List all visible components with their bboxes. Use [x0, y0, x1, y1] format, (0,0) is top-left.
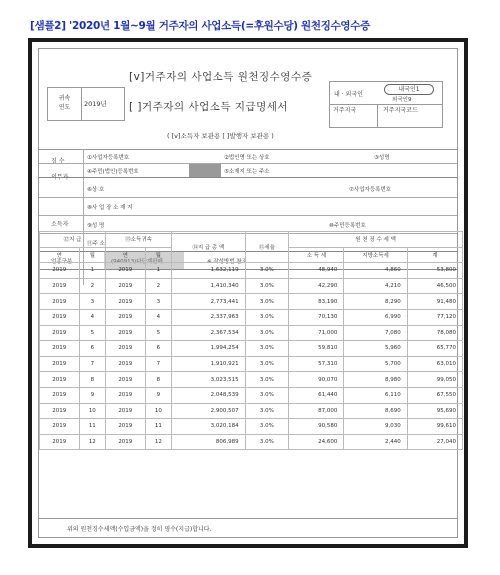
receipt-image-frame: [28, 38, 468, 548]
table-cell: 7: [145, 356, 171, 372]
earner-row-2: [39, 197, 457, 216]
table-cell: 3.0%: [245, 309, 289, 325]
table-cell: 78,080: [407, 325, 462, 341]
table-cell: 2,337,963: [172, 309, 246, 325]
table-cell: 3.0%: [245, 372, 289, 388]
year-label-line2: 연도: [58, 104, 71, 111]
table-row: [40, 403, 463, 419]
sub-income-tax: 소 득 세: [289, 247, 344, 263]
table-cell: 7: [79, 356, 105, 372]
earner-trade-name-label: ⑥상 호: [87, 187, 105, 193]
table-cell: 3.0%: [245, 294, 289, 310]
earner-address-label: ⑪주 소: [87, 241, 105, 247]
table-cell: 90,580: [289, 419, 344, 435]
table-cell: 2019: [40, 263, 80, 279]
table-cell: 2019: [106, 403, 146, 419]
table-row: [40, 325, 463, 341]
table-cell: 2019: [40, 278, 80, 294]
table-cell: 1,410,340: [172, 278, 246, 294]
table-cell: 3: [145, 294, 171, 310]
table-cell: 2019: [106, 372, 146, 388]
table-cell: 53,800: [407, 263, 462, 279]
table-cell: 3.0%: [245, 356, 289, 372]
table-cell: 2: [145, 278, 171, 294]
nationality-other: 외국인9: [392, 97, 412, 103]
table-cell: 8,980: [344, 372, 407, 388]
sub-period-month: 월: [145, 247, 171, 263]
table-cell: 2019: [106, 278, 146, 294]
table-cell: 70,130: [289, 309, 344, 325]
table-cell: 6: [145, 341, 171, 357]
sub-period-year: 연: [106, 247, 146, 263]
table-cell: 2019: [106, 341, 146, 357]
table-cell: 3.0%: [245, 325, 289, 341]
table-cell: 2,367,534: [172, 325, 246, 341]
table-cell: 2019: [106, 419, 146, 435]
page-caption: [샘플2] '2020년 1월~9월 거주자의 사업소득(=후원수당) 원천징수영수증: [30, 20, 370, 32]
col-total-amount: ⑭지 급 총 액: [172, 232, 246, 263]
table-cell: 2,440: [344, 434, 407, 450]
footer-text: 위의 원천징수세액(수입금액)을 정히 영수(지급)합니다.: [67, 526, 212, 533]
table-cell: 3,023,515: [172, 372, 246, 388]
payer-corp-name-label: ②법인명 또는 상호: [224, 155, 270, 161]
payer-row-2: [39, 163, 457, 178]
table-cell: 2019: [106, 263, 146, 279]
residence-country-label: 거주지국: [330, 105, 378, 127]
table-cell: 5: [145, 325, 171, 341]
table-cell: 3,020,184: [172, 419, 246, 435]
document-title-statement: [ ]거주자의 사업소득 지급명세서: [129, 101, 289, 113]
table-cell: 3.0%: [245, 434, 289, 450]
table-row: [40, 263, 463, 279]
table-cell: 57,310: [289, 356, 344, 372]
sub-pay-month: 월: [79, 247, 105, 263]
table-cell: 9: [145, 387, 171, 403]
sub-total-tax: 계: [407, 247, 462, 263]
payer-biz-no-label: ①사업자등록번호: [87, 155, 130, 161]
table-cell: 2019: [106, 325, 146, 341]
payer-name-label: ③성명: [374, 155, 390, 161]
sub-local-tax: 지방소득세: [344, 247, 407, 263]
table-cell: 6,990: [344, 309, 407, 325]
table-row: [40, 372, 463, 388]
table-cell: 4,210: [344, 278, 407, 294]
table-cell: 4: [145, 309, 171, 325]
table-cell: 1: [79, 263, 105, 279]
document-subtitle: ( [v]소득자 보관용 [ ]발행자 보관용 ): [167, 132, 274, 140]
table-cell: 2019: [40, 341, 80, 357]
attribution-year-value: 2019년: [84, 100, 107, 108]
table-cell: 65,770: [407, 341, 462, 357]
table-cell: 2019: [40, 419, 80, 435]
withholding-table: [39, 231, 463, 450]
table-cell: 10: [79, 403, 105, 419]
table-cell: 2019: [40, 372, 80, 388]
col-withholding-tax: 원 천 징 수 세 액: [289, 232, 463, 248]
table-cell: 5: [79, 325, 105, 341]
table-row: [40, 387, 463, 403]
table-cell: 99,610: [407, 419, 462, 435]
nationality-selected: 내국인1: [384, 84, 434, 95]
table-cell: 5,960: [344, 341, 407, 357]
table-cell: 12: [145, 434, 171, 450]
residence-code-label: 거주지국코드: [383, 107, 418, 114]
table-cell: 87,000: [289, 403, 344, 419]
table-cell: 2019: [106, 434, 146, 450]
col-tax-rate: ⑮세율: [245, 232, 289, 263]
table-cell: 77,120: [407, 309, 462, 325]
document-footer: [39, 518, 457, 537]
payer-label-2: 의무자: [51, 174, 69, 181]
table-cell: 27,040: [407, 434, 462, 450]
document-header: [39, 49, 457, 150]
table-cell: 7,080: [344, 325, 407, 341]
payer-row-1: [39, 149, 457, 164]
residence-box: [329, 104, 443, 128]
table-cell: 4: [79, 309, 105, 325]
table-row: [40, 434, 463, 450]
attribution-year-box: [47, 87, 125, 121]
table-cell: 83,190: [289, 294, 344, 310]
table-cell: 2,773,441: [172, 294, 246, 310]
business-type-note: ※ 작성방법 참조: [207, 259, 247, 265]
table-cell: 6,110: [344, 387, 407, 403]
business-type-value: (940913)다단계판매: [111, 259, 163, 265]
business-type-label: 업종구분: [51, 259, 73, 265]
table-cell: 1,994,254: [172, 341, 246, 357]
table-cell: 9,030: [344, 419, 407, 435]
table-body: [40, 263, 463, 450]
table-row: [40, 278, 463, 294]
table-cell: 2019: [106, 387, 146, 403]
table-cell: 90,070: [289, 372, 344, 388]
table-cell: 71,000: [289, 325, 344, 341]
table-cell: 3.0%: [245, 263, 289, 279]
col-pay-date: ⑫지 급: [40, 232, 106, 248]
table-cell: 2: [79, 278, 105, 294]
table-cell: 2019: [40, 356, 80, 372]
table-cell: 11: [79, 419, 105, 435]
table-cell: 8: [79, 372, 105, 388]
table-cell: 63,010: [407, 356, 462, 372]
table-cell: 61,440: [289, 387, 344, 403]
col-income-period: ⑬소득귀속: [106, 232, 172, 248]
table-cell: 67,550: [407, 387, 462, 403]
earner-resident-no-label: ⑩주민등록번호: [329, 223, 366, 229]
table-cell: 2019: [106, 294, 146, 310]
table-cell: 8,290: [344, 294, 407, 310]
earner-row-1: [39, 179, 457, 198]
table-cell: 2019: [40, 309, 80, 325]
table-cell: 99,050: [407, 372, 462, 388]
table-cell: 11: [145, 419, 171, 435]
table-cell: 46,500: [407, 278, 462, 294]
table-cell: 10: [145, 403, 171, 419]
table-cell: 3: [79, 294, 105, 310]
table-cell: 1: [145, 263, 171, 279]
earner-biz-address-label: ⑧사 업 장 소 재 지: [87, 205, 133, 211]
withholding-receipt-document: [38, 48, 458, 538]
table-cell: 2,900,507: [172, 403, 246, 419]
table-cell: 3.0%: [245, 341, 289, 357]
table-row: [40, 356, 463, 372]
table-row: [40, 294, 463, 310]
table-cell: 48,940: [289, 263, 344, 279]
table-cell: 1,632,119: [172, 263, 246, 279]
table-cell: 42,290: [289, 278, 344, 294]
table-row: [40, 309, 463, 325]
table-cell: 2,048,539: [172, 387, 246, 403]
table-cell: 1,910,921: [172, 356, 246, 372]
table-row: [40, 419, 463, 435]
table-cell: 3.0%: [245, 403, 289, 419]
attribution-year-label: [48, 88, 82, 120]
payer-address-label: ⑤소재지 또는 주소: [224, 169, 270, 175]
sub-pay-year: 연: [40, 247, 80, 263]
table-cell: 2019: [40, 325, 80, 341]
table-cell: 9: [79, 387, 105, 403]
table-cell: 2019: [40, 434, 80, 450]
table-cell: 2019: [40, 294, 80, 310]
payer-reg-no-label: ④주민(법인)등록번호: [87, 169, 139, 175]
table-cell: 2019: [40, 387, 80, 403]
table-cell: 2019: [106, 356, 146, 372]
table-cell: 24,600: [289, 434, 344, 450]
document-title-receipt: [v]거주자의 사업소득 원천징수영수증: [129, 71, 313, 83]
nationality-box: [329, 81, 443, 105]
table-cell: 12: [79, 434, 105, 450]
earner-label: 소득자: [51, 221, 69, 228]
year-label-line1: 귀속: [58, 95, 71, 102]
nationality-label: 내 · 외국인: [334, 91, 363, 98]
table-cell: 91,480: [407, 294, 462, 310]
earner-biz-no-label: ⑦사업자등록번호: [349, 187, 392, 193]
payer-label-1: 징 수: [51, 158, 65, 165]
redacted-field: [189, 164, 221, 177]
table-cell: 6: [79, 341, 105, 357]
table-cell: 59,810: [289, 341, 344, 357]
table-cell: 3.0%: [245, 419, 289, 435]
table-header-row: [40, 232, 463, 248]
table-cell: 95,690: [407, 403, 462, 419]
table-cell: 806,989: [172, 434, 246, 450]
table-cell: 3.0%: [245, 278, 289, 294]
table-row: [40, 341, 463, 357]
table-cell: 5,700: [344, 356, 407, 372]
table-cell: 2019: [106, 309, 146, 325]
table-cell: 8: [145, 372, 171, 388]
table-cell: 2019: [40, 403, 80, 419]
earner-name-label: ⑨성 명: [87, 223, 105, 229]
table-cell: 3.0%: [245, 387, 289, 403]
table-cell: 4,860: [344, 263, 407, 279]
table-cell: 8,690: [344, 403, 407, 419]
